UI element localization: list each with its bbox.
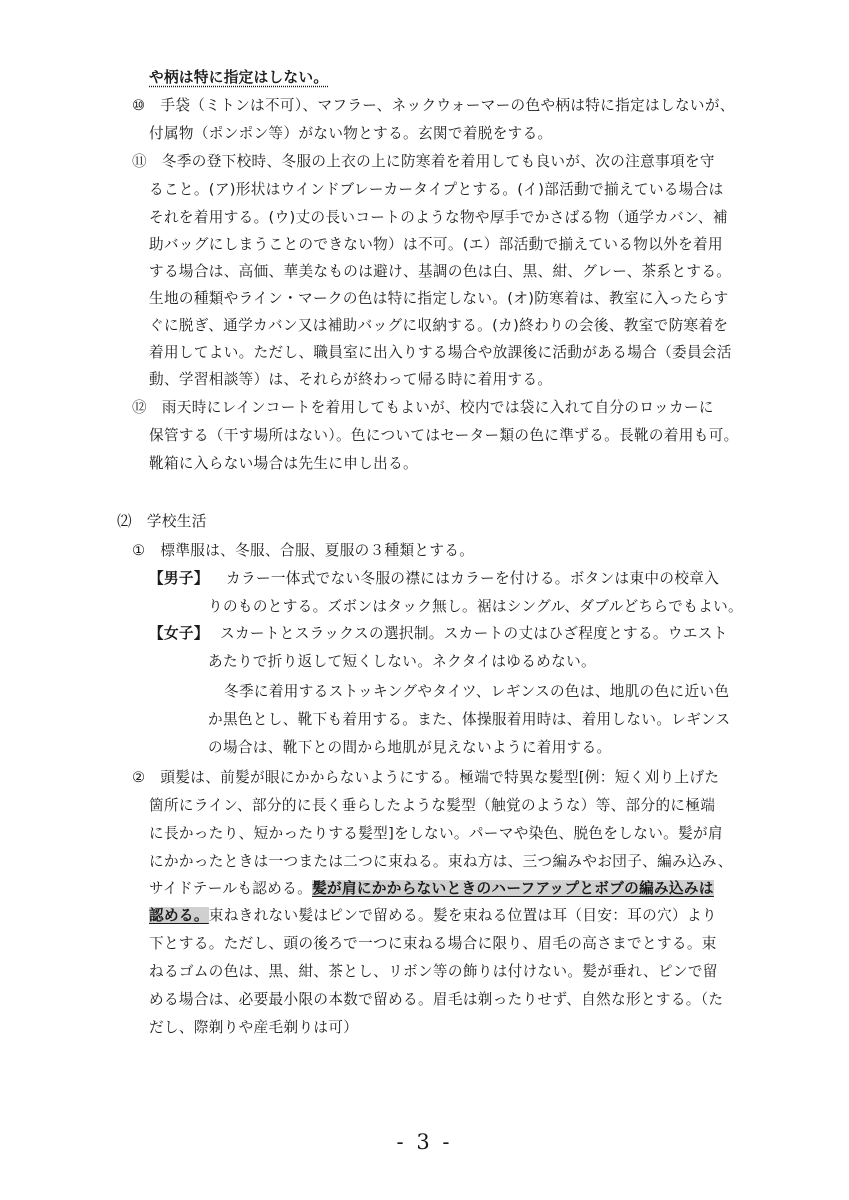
highlighted-rule-end: 認める。 xyxy=(149,907,209,924)
girls-line-2: あたりで折り返して短くしない。ネクタイはゆるめない。 xyxy=(208,653,596,670)
item-11-line-6: 生地の種類やライン・マークの色は特に指定しない。(オ)防寒着は、教室に入ったらす xyxy=(149,290,729,307)
item-2-line-9: める場合は、必要最小限の本数で留める。眉毛は剃ったりせず、自然な形とする。（た xyxy=(149,991,724,1008)
item-12-line-2: 保管する（干す場所はない）。色についてはセーター類の色に準ずる。長靴の着用も可。 xyxy=(149,427,739,444)
girls-line-3: 冬季に着用するストッキングやタイツ、レギンスの色は、地肌の色に近い色 xyxy=(224,683,730,700)
boys-tag: 【男子】 xyxy=(149,570,209,587)
item-2-line-6-plain: 束ねきれない髪はピンで留める。髪を束ねる位置は耳（目安：耳の穴）より xyxy=(208,907,717,924)
highlighted-rule: 髪が肩にかからないときのハーフアップとボブの編み込みは xyxy=(312,880,714,897)
item-1-uniform: ① 標準服は、冬服、合服、夏服の３種類とする。 xyxy=(132,542,475,559)
item-11-line-8: 着用してよい。ただし、職員室に出入りする場合や放課後に活動がある場合（委員会活 xyxy=(149,344,732,361)
item-2-line-2: 箇所にライン、部分的に長く垂らしたような髪型（触覚のような）等、部分的に極端 xyxy=(149,797,716,814)
item-11-line-4: 助バッグにしまうことのできない物）は不可。(エ）部活動で揃えている物以外を着用 xyxy=(149,236,723,253)
item-11-line-5: する場合は、高価、華美なものは避け、基調の色は白、黒、紺、グレー、茶系とする。 xyxy=(149,263,732,280)
girls-line-1: スカートとスラックスの選択制。スカートの丈はひざ程度とする。ウエスト xyxy=(220,625,728,642)
item-10-line-1: ⑩ 手袋（ミトンは不可）、マフラー、ネックウォーマーの色や柄は特に指定はしないが、 xyxy=(132,97,735,114)
boys-line-1: カラー一体式でない冬服の襟にはカラーを付ける。ボタンは東中の校章入 xyxy=(226,570,720,587)
item-2-line-7: 下とする。ただし、頭の後ろで一つに束ねる場合に限り、眉毛の高さまでとする。束 xyxy=(149,935,717,952)
item-2-line-4: にかかったときは一つまたは二つに束ねる。束ね方は、三つ編みやお団子、編み込み、 xyxy=(149,853,733,870)
item-2-line-5-plain: サイドテールも認める。 xyxy=(149,880,313,897)
item-2-line-6 xyxy=(149,904,717,928)
item-11-line-9: 動、学習相談等）は、それらが終わって帰る時に着用する。 xyxy=(149,371,553,388)
boys-line-2: りのものとする。ズボンはタック無し。裾はシングル、ダブルどちらでもよい。 xyxy=(208,598,743,615)
girls-tag: 【女子】 xyxy=(149,625,209,642)
girls-line-4: か黒色とし、靴下も着用する。また、体操服着用時は、着用しない。レギンス xyxy=(208,711,731,728)
continued-text: や柄は特に指定はしない。 xyxy=(149,69,329,86)
girls-line-5: の場合は、靴下との間から地肌が見えないように着用する。 xyxy=(208,739,612,756)
item-10-line-2: 付属物（ポンポン等）がない物とする。玄関で着脱をする。 xyxy=(149,125,553,142)
item-11-line-2: ること。(ア)形状はウインドブレーカータイプとする。(イ)部活動で揃えている場合は xyxy=(149,181,724,198)
page-number: - 3 - xyxy=(396,1130,453,1154)
item-12-line-1: ⑫ 雨天時にレインコートを着用してもよいが、校内では袋に入れて自分のロッカーに xyxy=(132,399,714,416)
item-12-line-3: 靴箱に入らない場合は先生に申し出る。 xyxy=(149,455,418,472)
item-2-line-8: ねるゴムの色は、黒、紺、茶とし、リボン等の飾りは付けない。髪が垂れ、ピンで留 xyxy=(149,963,718,980)
item-11-line-1: ⑪ 冬季の登下校時、冬服の上衣の上に防寒着を着用しても良いが、次の注意事項を守 xyxy=(132,153,715,170)
item-11-line-3: それを着用する。(ウ)丈の長いコートのような物や厚手でかさばる物（通学カバン、補 xyxy=(149,209,728,226)
item-2-line-5 xyxy=(149,877,714,901)
item-2-line-3: に長かったり、短かったりする髪型]をしない。パーマや染色、脱色をしない。髪が肩 xyxy=(149,825,723,842)
item-2-line-10: だし、際剃りや産毛剃りは可） xyxy=(149,1019,359,1036)
item-11-line-7: ぐに脱ぎ、通学カバン又は補助バッグに収納する。(カ)終わりの会後、教室で防寒着を xyxy=(149,317,729,334)
item-2-line-1: ② 頭髪は、前髪が眼にかからないようにする。極端で特異な髪型[例：短く刈り上げた xyxy=(132,769,720,786)
section-heading: ⑵ 学校生活 xyxy=(117,513,207,530)
